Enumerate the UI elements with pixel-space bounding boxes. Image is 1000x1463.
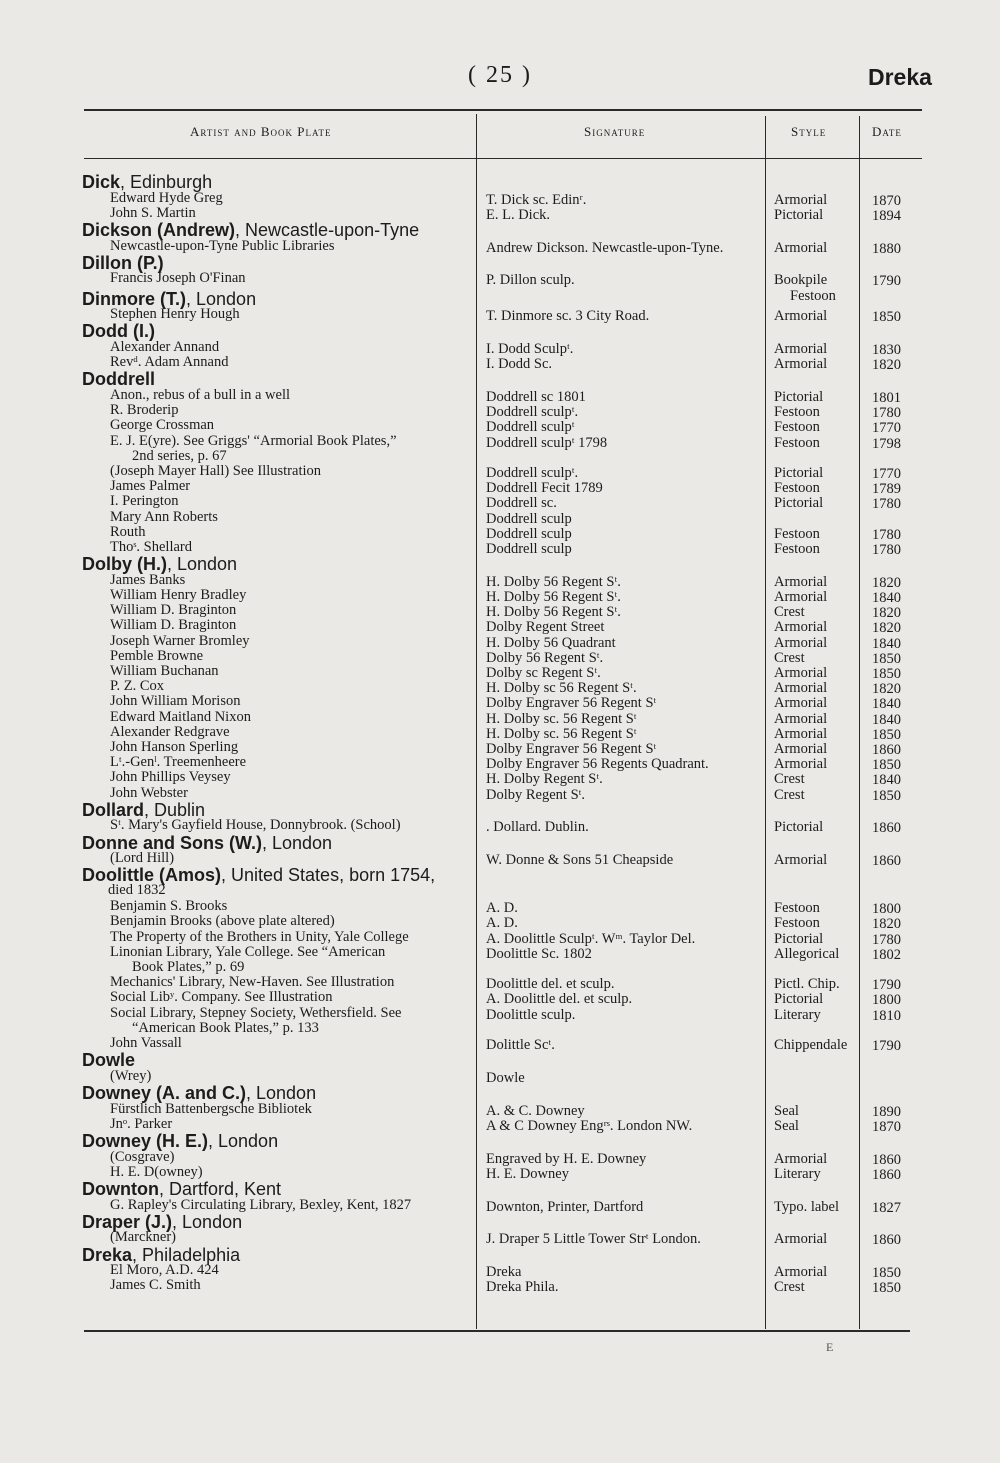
plate-signature: Dolby Regent Street xyxy=(486,619,605,636)
artist-name: Downey (H. E.) xyxy=(82,1131,209,1152)
plate-owner: Thoˢ. Shellard xyxy=(110,539,193,556)
artist-name: Dickson (Andrew) xyxy=(82,220,236,240)
plate-owner: (Marckner) xyxy=(110,1229,177,1246)
column-header-style: Style xyxy=(791,124,827,139)
artist-name: Dollard xyxy=(82,799,145,820)
plate-owner: William Henry Bradley xyxy=(110,587,247,604)
plate-owner: Stephen Henry Hough xyxy=(110,306,240,323)
artist-name: Doolittle (Amos) xyxy=(82,865,221,886)
plate-signature: Dowle xyxy=(486,1069,525,1086)
plate-owner: John Webster xyxy=(110,784,188,801)
plate-owner: John William Morison xyxy=(110,693,241,710)
plate-date: 1840 xyxy=(872,772,901,789)
plate-owner: William D. Braginton xyxy=(110,602,237,619)
plate-style: Armorial xyxy=(774,356,828,373)
plate-date: 1850 xyxy=(872,757,901,774)
plate-style: Armorial xyxy=(774,710,828,727)
plate-signature: H. Dolby 56 Regent Sᵗ. xyxy=(486,573,621,590)
plate-signature: Andrew Dickson. Newcastle-upon-Tyne. xyxy=(486,239,724,256)
plate-signature: Doolittle sculp. xyxy=(486,1006,576,1023)
plate-owner: Routh xyxy=(110,523,146,540)
page-number: ( 25 ) xyxy=(468,62,532,88)
plate-signature: Dolby Engraver 56 Regent Sᵗ xyxy=(486,741,657,758)
plate-owner: Lᵗ.-Genˡ. Treemenheere xyxy=(110,754,247,771)
plate-owner: Jnᵒ. Parker xyxy=(110,1115,173,1132)
plate-date: 1850 xyxy=(872,309,901,326)
plate-date: 1802 xyxy=(872,946,901,963)
plate-style: Armorial xyxy=(774,695,828,712)
plate-signature: H. Dolby 56 Quadrant xyxy=(486,634,616,651)
artist-location: , United States, born 1754, xyxy=(221,865,436,886)
plate-style: Armorial xyxy=(774,1150,828,1167)
plate-style: Crest xyxy=(774,649,805,666)
artist-location-cont: died 1832 xyxy=(108,882,166,899)
artist-location: , London xyxy=(186,288,257,309)
plate-style: Festoon xyxy=(774,525,820,542)
artist-name: Dick xyxy=(82,172,121,192)
plate-signature: Dolby sc Regent Sᵗ. xyxy=(486,665,601,682)
plate-date: 1850 xyxy=(872,666,901,683)
plate-signature: I. Dodd Sculpᵗ. xyxy=(486,341,574,358)
plate-date: 1840 xyxy=(872,711,901,728)
plate-style: Armorial xyxy=(774,756,828,773)
plate-style: Crest xyxy=(774,786,805,803)
artist-name: Dodd (I.) xyxy=(82,321,155,342)
plate-date: 1820 xyxy=(872,916,901,933)
plate-signature: T. Dick sc. Edinʳ. xyxy=(486,191,587,208)
artist-location: , London xyxy=(246,1083,317,1104)
plate-style: Armorial xyxy=(774,239,828,256)
plate-style: Pictorial xyxy=(774,495,824,512)
plate-date: 1780 xyxy=(872,405,901,422)
plate-signature: Doolittle Sc. 1802 xyxy=(486,945,592,962)
plate-signature: . Dollard. Dublin. xyxy=(486,819,589,836)
plate-style: Crest xyxy=(774,1279,805,1296)
plate-date: 1850 xyxy=(872,787,901,804)
plate-signature: Doddrell Fecit 1789 xyxy=(486,480,603,497)
artist-name: Dreka xyxy=(82,1244,133,1265)
plate-signature: H. Dolby Regent Sᵗ. xyxy=(486,771,603,788)
artist-name: Downton xyxy=(82,1179,159,1200)
plate-signature: H. Dolby 56 Regent Sᵗ. xyxy=(486,604,621,621)
plate-date: 1820 xyxy=(872,681,901,698)
plate-signature: Dolby 56 Regent Sᵗ. xyxy=(486,649,604,666)
plate-date: 1820 xyxy=(872,605,901,622)
plate-style: Armorial xyxy=(774,1264,828,1281)
plate-style: Armorial xyxy=(774,191,828,208)
artist-name: Draper (J.) xyxy=(82,1211,173,1232)
plate-date: 1780 xyxy=(872,931,901,948)
plate-date: 1880 xyxy=(872,240,901,257)
running-head: Dreka xyxy=(868,64,932,90)
artist-name: Dolby (H.) xyxy=(82,554,167,575)
plate-style: Armorial xyxy=(774,308,828,325)
artist-name: Doddrell xyxy=(82,369,156,390)
plate-style: Pictl. Chip. xyxy=(774,976,840,993)
plate-owner: James Palmer xyxy=(110,478,191,495)
plate-date: 1770 xyxy=(872,420,901,437)
column-header-signature: Signature xyxy=(584,124,646,139)
plate-owner: Edward Hyde Greg xyxy=(110,189,223,206)
plate-date: 1890 xyxy=(872,1103,901,1120)
plate-owner: Francis Joseph O'Finan xyxy=(110,270,246,287)
plate-owner: Linonian Library, Yale College. See “American xyxy=(110,943,386,960)
plate-signature: Doddrell sculp xyxy=(486,541,572,558)
artist-location: , London xyxy=(172,1211,243,1232)
plate-signature: Doddrell sculpᵗ xyxy=(486,419,575,436)
plate-date: 1870 xyxy=(872,192,901,209)
plate-owner: The Property of the Brothers in Unity, Yale College xyxy=(110,928,409,945)
plate-owner: Social Library, Stepney Society, Wethersfield. See xyxy=(110,1004,402,1021)
plate-owner: Edward Maitland Nixon xyxy=(110,708,251,725)
plate-owner: Anon., rebus of a bull in a well xyxy=(110,387,291,404)
plate-signature: Doolittle del. et sculp. xyxy=(486,976,615,993)
plate-signature: A. D. xyxy=(486,900,518,917)
plate-date: 1820 xyxy=(872,357,901,374)
plate-style: Armorial xyxy=(774,1231,828,1248)
plate-style: Typo. label xyxy=(774,1198,840,1215)
artist-location: , London xyxy=(167,554,238,575)
plate-date: 1789 xyxy=(872,481,901,498)
plate-date: 1850 xyxy=(872,726,901,743)
plate-style: Armorial xyxy=(774,341,828,358)
plate-signature: Dreka Phila. xyxy=(486,1279,559,1296)
plate-signature: P. Dillon sculp. xyxy=(486,272,575,289)
plate-style: Pictorial xyxy=(774,991,824,1008)
plate-date: 1860 xyxy=(872,742,901,759)
plate-owner: William Buchanan xyxy=(110,663,219,680)
plate-signature: Doddrell sc. xyxy=(486,495,557,512)
plate-date: 1860 xyxy=(872,1232,901,1249)
plate-style: Literary xyxy=(774,1006,821,1023)
plate-date: 1850 xyxy=(872,650,901,667)
plate-style: Pictorial xyxy=(774,465,824,482)
plate-style: Armorial xyxy=(774,725,828,742)
plate-date: 1894 xyxy=(872,207,901,224)
plate-owner: Sᵗ. Mary's Gayfield House, Donnybrook. (School) xyxy=(110,817,401,834)
plate-style: Pictorial xyxy=(774,206,824,223)
plate-owner: I. Perington xyxy=(110,493,179,510)
plate-style: Literary xyxy=(774,1165,821,1182)
artist-location: , Dartford, Kent xyxy=(158,1179,282,1200)
artist-name: Dinmore (T.) xyxy=(82,288,187,309)
artist-location: , Edinburgh xyxy=(120,172,213,192)
plate-owner: Joseph Warner Bromley xyxy=(110,632,250,649)
plate-date: 1860 xyxy=(872,1166,901,1183)
plate-owner: H. E. D(owney) xyxy=(110,1163,203,1180)
plate-style: Crest xyxy=(774,771,805,788)
plate-owner: Social Libʸ. Company. See Illustration xyxy=(110,989,333,1006)
plate-signature: Doddrell sculpᵗ. xyxy=(486,404,579,421)
plate-style: Festoon xyxy=(774,434,820,451)
plate-owner: G. Rapley's Circulating Library, Bexley, Kent, 1827 xyxy=(110,1196,412,1213)
plate-style: Armorial xyxy=(774,741,828,758)
plate-signature: Engraved by H. E. Downey xyxy=(486,1150,647,1167)
plate-owner: John Vassall xyxy=(110,1035,182,1052)
plate-owner: Revᵈ. Adam Annand xyxy=(110,354,229,371)
artist-location: , Dublin xyxy=(144,799,206,820)
plate-style: Armorial xyxy=(774,634,828,651)
column-header-date: Date xyxy=(872,124,902,139)
plate-signature: A. Doolittle Sculpᵗ. Wᵐ. Taylor Del. xyxy=(486,930,696,947)
plate-signature: W. Donne & Sons 51 Cheapside xyxy=(486,852,674,869)
plate-owner-cont: 2nd series, p. 67 xyxy=(132,447,227,464)
plate-style: Pictorial xyxy=(774,389,824,406)
plate-owner: Benjamin Brooks (above plate altered) xyxy=(110,913,335,930)
plate-signature: A & C Downey Engʳˢ. London NW. xyxy=(486,1117,693,1134)
plate-signature: H. Dolby 56 Regent Sᵗ. xyxy=(486,589,621,606)
plate-date: 1850 xyxy=(872,1280,901,1297)
plate-signature: A. D. xyxy=(486,915,518,932)
plate-owner: Fürstlich Battenbergsche Bibliotek xyxy=(110,1100,312,1117)
plate-owner: John S. Martin xyxy=(110,204,196,221)
plate-date: 1810 xyxy=(872,1007,901,1024)
plate-date: 1850 xyxy=(872,1265,901,1282)
plate-signature: Dolby Regent Sᵗ. xyxy=(486,786,586,803)
plate-style: Seal xyxy=(774,1117,799,1134)
plate-date: 1820 xyxy=(872,620,901,637)
plate-style: Pictorial xyxy=(774,819,824,836)
plate-date: 1830 xyxy=(872,342,901,359)
plate-signature: Doddrell sculpᵗ. xyxy=(486,465,579,482)
plate-signature: Doddrell sc 1801 xyxy=(486,389,586,406)
plate-signature: Doddrell sculpᵗ 1798 xyxy=(486,434,608,451)
plate-owner: (Joseph Mayer Hall) See Illustration xyxy=(110,463,322,480)
plate-signature: E. L. Dick. xyxy=(486,206,551,223)
plate-style: Armorial xyxy=(774,665,828,682)
plate-style-cont: Festoon xyxy=(790,287,836,304)
plate-owner: George Crossman xyxy=(110,417,215,434)
plate-date: 1780 xyxy=(872,542,901,559)
plate-owner: (Cosgrave) xyxy=(110,1148,175,1165)
plate-owner: Alexander Annand xyxy=(110,339,220,356)
plate-signature: H. Dolby sc 56 Regent Sᵗ. xyxy=(486,680,637,697)
plate-style: Armorial xyxy=(774,573,828,590)
plate-signature: H. Dolby sc. 56 Regent Sᵗ xyxy=(486,725,637,742)
plate-date: 1790 xyxy=(872,1038,901,1055)
artist-location: , London xyxy=(208,1131,279,1152)
plate-owner: Alexander Redgrave xyxy=(110,723,230,740)
plate-date: 1800 xyxy=(872,992,901,1009)
plate-date: 1840 xyxy=(872,635,901,652)
plate-signature: T. Dinmore sc. 3 City Road. xyxy=(486,308,650,325)
plate-date: 1860 xyxy=(872,1151,901,1168)
artist-location: , Newcastle-upon-Tyne xyxy=(235,220,420,240)
plate-date: 1770 xyxy=(872,466,901,483)
plate-date: 1840 xyxy=(872,696,901,713)
signature-mark: E xyxy=(826,1340,834,1354)
plate-date: 1790 xyxy=(872,977,901,994)
plate-style: Pictorial xyxy=(774,930,824,947)
plate-date: 1820 xyxy=(872,574,901,591)
plate-owner: William D. Braginton xyxy=(110,617,237,634)
plate-style: Festoon xyxy=(774,915,820,932)
plate-owner: James Banks xyxy=(110,571,186,588)
plate-date: 1780 xyxy=(872,526,901,543)
plate-date: 1800 xyxy=(872,901,901,918)
plate-signature: Dolby Engraver 56 Regent Sᵗ xyxy=(486,695,657,712)
plate-owner: John Phillips Veysey xyxy=(110,769,231,786)
column-header-artist: Artist and Book Plate xyxy=(190,124,332,139)
artist-name: Dillon (P.) xyxy=(82,252,164,273)
plate-signature: A. Doolittle del. et sculp. xyxy=(486,991,633,1008)
plate-owner: (Wrey) xyxy=(110,1067,152,1084)
artist-name: Downey (A. and C.) xyxy=(82,1083,247,1104)
plate-style: Festoon xyxy=(774,900,820,917)
plate-style: Armorial xyxy=(774,852,828,869)
plate-owner: P. Z. Cox xyxy=(110,678,164,695)
plate-date: 1870 xyxy=(872,1118,901,1135)
plate-owner-cont: “American Book Plates,” p. 133 xyxy=(132,1019,319,1036)
plate-owner: R. Broderip xyxy=(110,402,179,419)
plate-owner: (Lord Hill) xyxy=(110,850,175,867)
plate-signature: Downton, Printer, Dartford xyxy=(486,1198,644,1215)
plate-style: Seal xyxy=(774,1102,799,1119)
plate-signature: Dolittle Scᵗ. xyxy=(486,1037,555,1054)
plate-style: Festoon xyxy=(774,404,820,421)
artist-name: Donne and Sons (W.) xyxy=(82,832,262,853)
plate-signature: Dolby Engraver 56 Regents Quadrant. xyxy=(486,756,709,773)
plate-date: 1860 xyxy=(872,853,901,870)
plate-style: Festoon xyxy=(774,480,820,497)
plate-owner: Pemble Browne xyxy=(110,647,204,664)
plate-owner: James C. Smith xyxy=(110,1277,201,1294)
plate-date: 1801 xyxy=(872,390,901,407)
artist-location: , Philadelphia xyxy=(132,1244,241,1265)
plate-date: 1780 xyxy=(872,496,901,513)
plate-date: 1798 xyxy=(872,435,901,452)
plate-style: Chippendale xyxy=(774,1037,848,1054)
plate-owner: Mechanics' Library, New-Haven. See Illustration xyxy=(110,974,395,991)
plate-owner: El Moro, A.D. 424 xyxy=(110,1262,219,1279)
plate-signature: H. Dolby sc. 56 Regent Sᵗ xyxy=(486,710,637,727)
artist-location: , London xyxy=(262,832,333,853)
plate-owner: Mary Ann Roberts xyxy=(110,508,218,525)
plate-date: 1860 xyxy=(872,820,901,837)
plate-date: 1840 xyxy=(872,590,901,607)
plate-owner: Newcastle-upon-Tyne Public Libraries xyxy=(110,237,335,254)
plate-date: 1790 xyxy=(872,273,901,290)
plate-signature: Dreka xyxy=(486,1264,522,1281)
plate-style: Allegorical xyxy=(774,945,840,962)
plate-owner: E. J. E(yre). See Griggs' “Armorial Book Plates,” xyxy=(110,432,397,449)
plate-style: Crest xyxy=(774,604,805,621)
plate-signature: Doddrell sculp xyxy=(486,525,572,542)
plate-style: Armorial xyxy=(774,680,828,697)
plate-style: Armorial xyxy=(774,619,828,636)
plate-signature: I. Dodd Sc. xyxy=(486,356,553,373)
plate-signature: Doddrell sculp xyxy=(486,510,572,527)
plate-style: Bookpile xyxy=(774,272,828,289)
plate-date: 1827 xyxy=(872,1199,901,1216)
plate-style: Armorial xyxy=(774,589,828,606)
plate-signature: A. & C. Downey xyxy=(486,1102,585,1119)
plate-owner-cont: Book Plates,” p. 69 xyxy=(132,959,245,976)
plate-owner: Benjamin S. Brooks xyxy=(110,898,228,915)
plate-style: Festoon xyxy=(774,541,820,558)
plate-style: Festoon xyxy=(774,419,820,436)
plate-owner: John Hanson Sperling xyxy=(110,739,239,756)
plate-signature: H. E. Downey xyxy=(486,1165,569,1182)
artist-name: Dowle xyxy=(82,1050,136,1071)
plate-signature: J. Draper 5 Little Tower Strᵗ London. xyxy=(486,1231,701,1248)
